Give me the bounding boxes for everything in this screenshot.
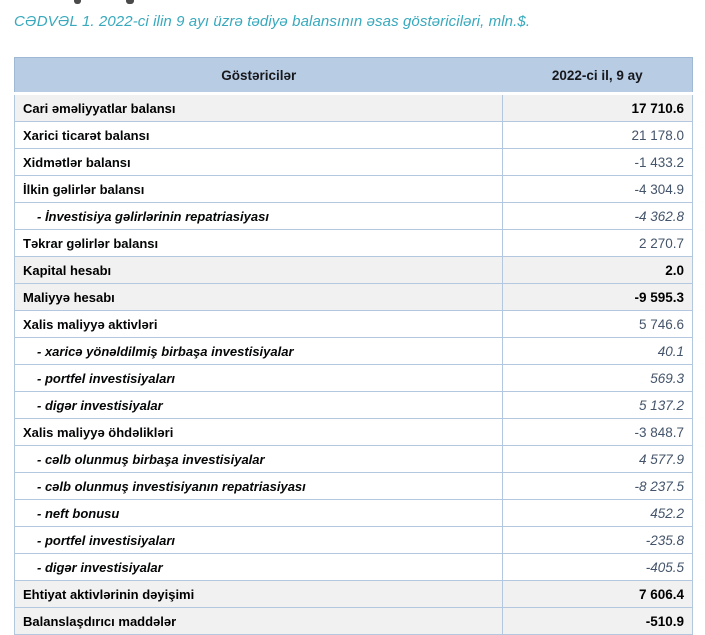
table-row (15, 500, 693, 527)
row-label: - xaricə yönəldilmiş birbaşa investisiyalar (15, 338, 503, 365)
table-row (15, 122, 693, 149)
row-label: Ehtiyat aktivlərinin dəyişimi (15, 581, 503, 608)
table-row (15, 203, 693, 230)
table-row (15, 311, 693, 338)
row-value: -4 304.9 (503, 176, 693, 203)
row-label: Xalis maliyyə öhdəlikləri (15, 419, 503, 446)
table-row (15, 527, 693, 554)
table-row (15, 230, 693, 257)
table-body (15, 94, 693, 635)
row-value: 5 746.6 (503, 311, 693, 338)
row-label: - digər investisiyalar (15, 554, 503, 581)
row-value: 40.1 (503, 338, 693, 365)
row-value: 21 178.0 (503, 122, 693, 149)
row-value: 4 577.9 (503, 446, 693, 473)
row-label: Xidmətlər balansı (15, 149, 503, 176)
balance-of-payments-table (14, 57, 693, 635)
row-value: -1 433.2 (503, 149, 693, 176)
table-row (15, 365, 693, 392)
table-header (15, 58, 693, 94)
column-header-indicators: Göstəricilər (15, 58, 503, 94)
row-label: - cəlb olunmuş investisiyanın repatriasiyası (15, 473, 503, 500)
table-row (15, 554, 693, 581)
table-row (15, 473, 693, 500)
table-row (15, 581, 693, 608)
row-label: - İnvestisiya gəlirlərinin repatriasiyası (15, 203, 503, 230)
table-caption: CƏDVƏL 1. 2022-ci ilin 9 ayı üzrə tədiyə balansının əsas göstəriciləri, mln.$. (14, 13, 531, 30)
table-row (15, 284, 693, 311)
row-value: 5 137.2 (503, 392, 693, 419)
row-value: 17 710.6 (503, 94, 693, 122)
column-header-period: 2022-ci il, 9 ay (503, 58, 693, 94)
cropped-text-artifact (0, 0, 705, 6)
row-label: - digər investisiyalar (15, 392, 503, 419)
row-value: 452.2 (503, 500, 693, 527)
row-value: 2.0 (503, 257, 693, 284)
row-label: - portfel investisiyaları (15, 365, 503, 392)
row-label: İlkin gəlirlər balansı (15, 176, 503, 203)
row-label: Kapital hesabı (15, 257, 503, 284)
row-label: Təkrar gəlirlər balansı (15, 230, 503, 257)
row-value: 569.3 (503, 365, 693, 392)
table-row (15, 94, 693, 122)
table-row (15, 608, 693, 635)
table-row (15, 338, 693, 365)
row-label: - portfel investisiyaları (15, 527, 503, 554)
row-label: Xalis maliyyə aktivləri (15, 311, 503, 338)
cropped-glyph-mark (126, 0, 134, 4)
table-row (15, 257, 693, 284)
row-label: - cəlb olunmuş birbaşa investisiyalar (15, 446, 503, 473)
row-label: Xarici ticarət balansı (15, 122, 503, 149)
row-label: Balanslaşdırıcı maddələr (15, 608, 503, 635)
row-value: -510.9 (503, 608, 693, 635)
row-value: -8 237.5 (503, 473, 693, 500)
row-value: -9 595.3 (503, 284, 693, 311)
row-label: - neft bonusu (15, 500, 503, 527)
row-value: -3 848.7 (503, 419, 693, 446)
table-row (15, 149, 693, 176)
table-row (15, 419, 693, 446)
row-value: -235.8 (503, 527, 693, 554)
row-value: -405.5 (503, 554, 693, 581)
row-value: -4 362.8 (503, 203, 693, 230)
row-label: Maliyyə hesabı (15, 284, 503, 311)
cropped-glyph-mark (74, 0, 81, 4)
table-row (15, 446, 693, 473)
table-row (15, 176, 693, 203)
row-value: 7 606.4 (503, 581, 693, 608)
table-row (15, 392, 693, 419)
row-label: Cari əməliyyatlar balansı (15, 94, 503, 122)
row-value: 2 270.7 (503, 230, 693, 257)
